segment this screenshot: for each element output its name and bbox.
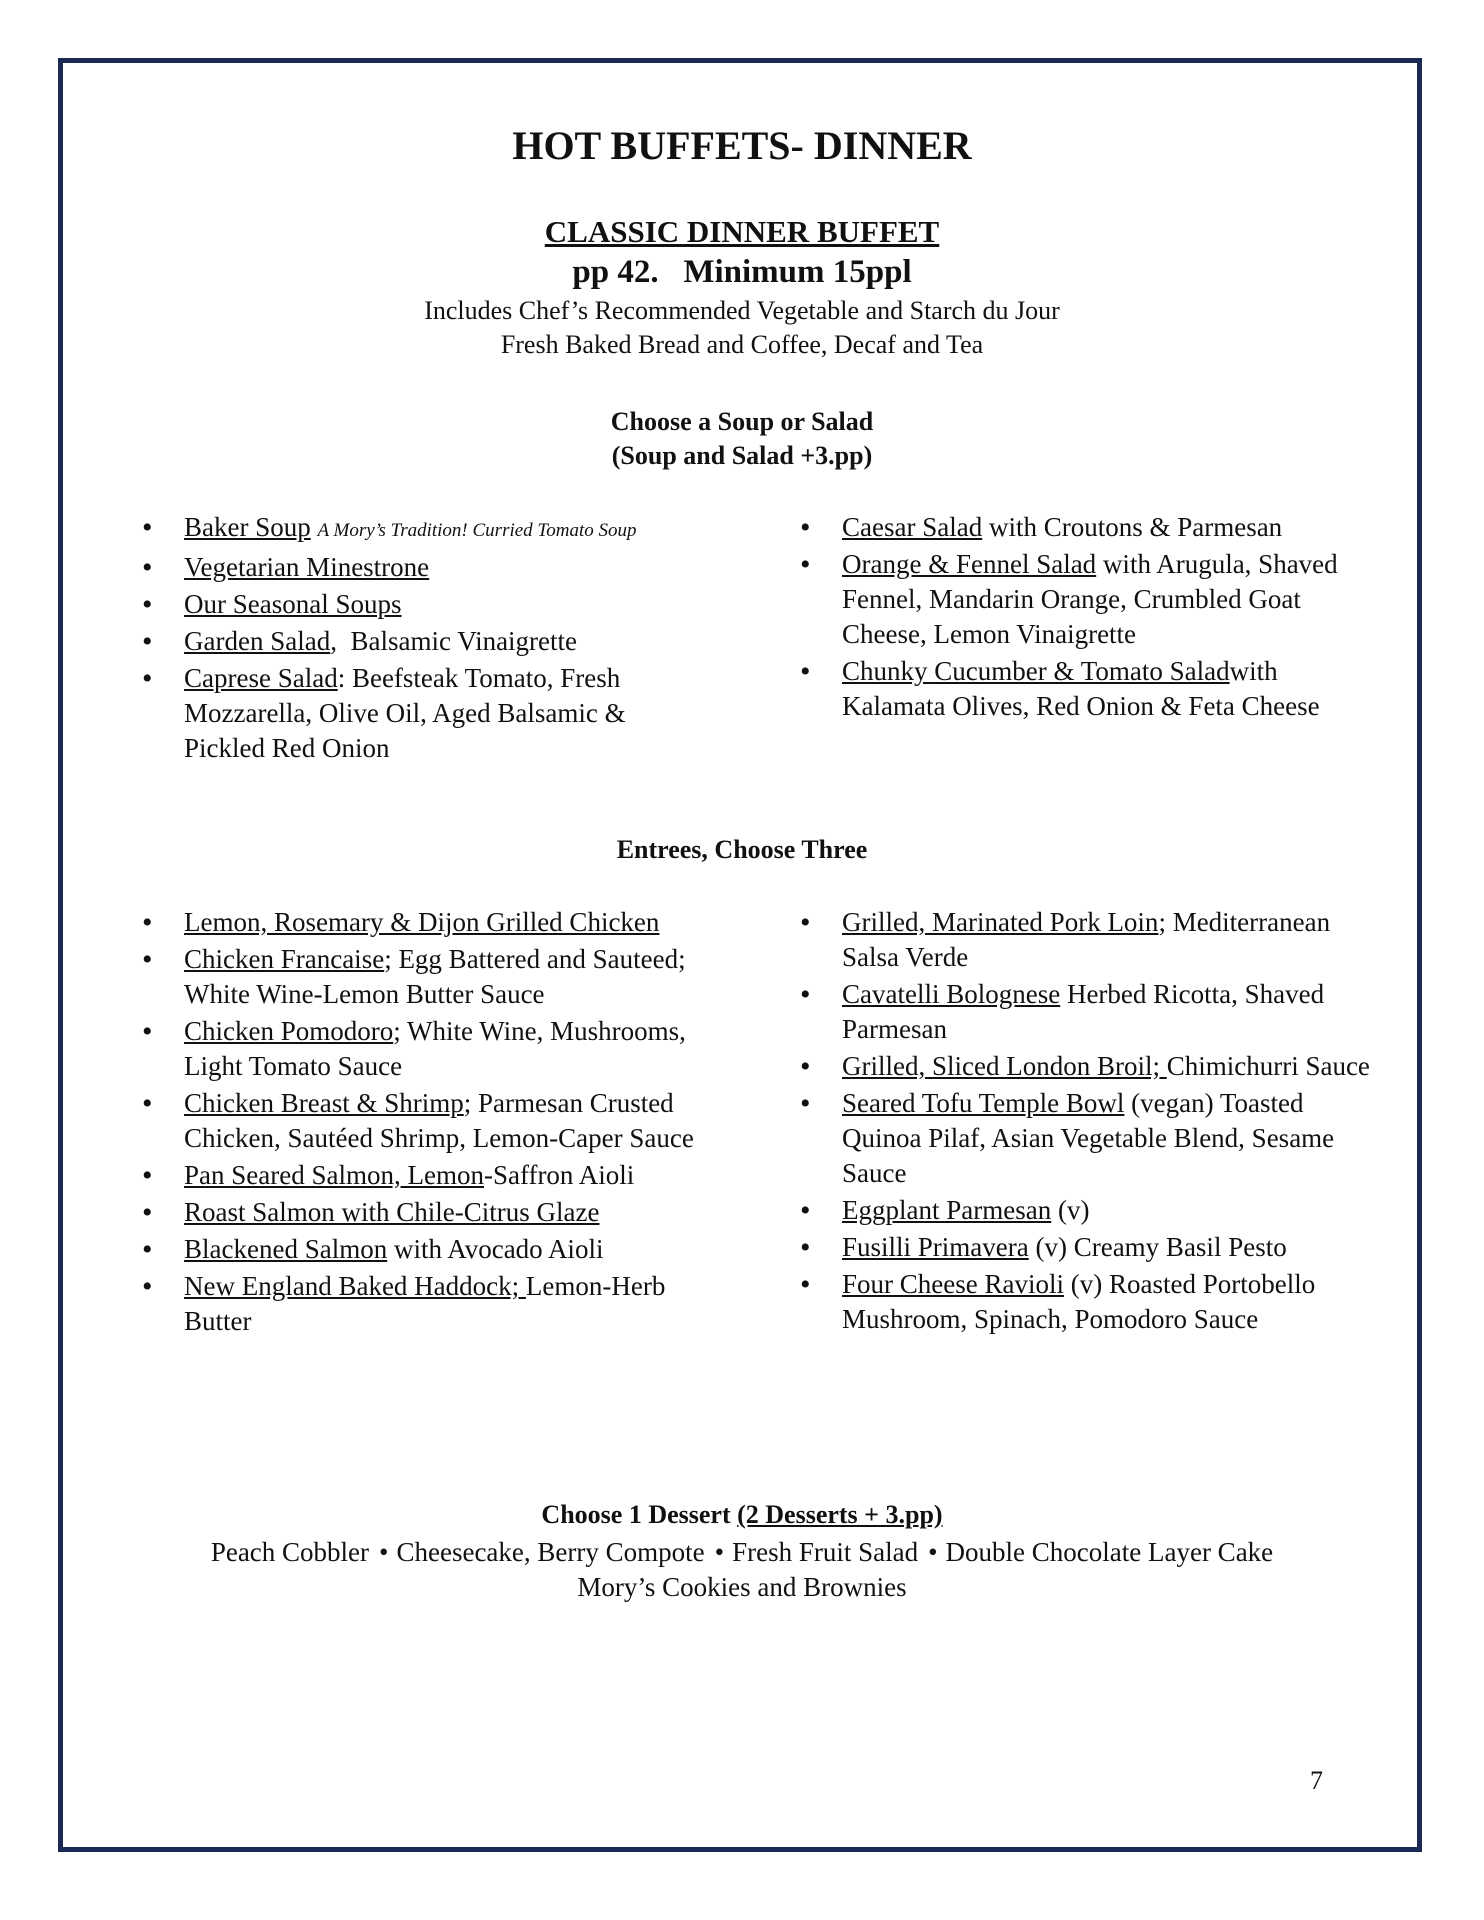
item-desc: ; Mediterranean Salsa Verde — [842, 907, 1331, 972]
item-name: Lemon, Rosemary & Dijon Grilled Chicken — [184, 907, 660, 937]
item-name: Vegetarian Minestrone — [184, 552, 430, 582]
list-item — [800, 905, 1380, 975]
item-name: Cavatelli Bolognese — [842, 979, 1061, 1009]
list-item — [142, 1195, 732, 1230]
item-desc: Chimichurri Sauce — [1166, 1051, 1370, 1081]
soup-salad-right-list — [800, 510, 1380, 726]
item-name: Our Seasonal Soups — [184, 589, 402, 619]
entrees-right-list — [800, 905, 1380, 1339]
buffet-price: pp 42. Minimum 15ppl — [572, 254, 912, 290]
item-name: Orange & Fennel Salad — [842, 549, 1097, 579]
item-name: Caprese Salad — [184, 663, 338, 693]
list-item — [800, 1230, 1380, 1265]
item-desc: -Saffron Aioli — [483, 1160, 635, 1190]
bullet-icon: • — [714, 1537, 725, 1567]
item-name: Fusilli Primavera — [842, 1232, 1029, 1262]
page-number: 7 — [1310, 1766, 1323, 1795]
list-item — [142, 1158, 732, 1193]
list-item — [142, 1232, 732, 1267]
dessert-item: Double Chocolate Layer Cake — [945, 1537, 1274, 1567]
list-item — [142, 510, 712, 548]
list-item — [800, 547, 1380, 652]
list-item — [142, 550, 712, 585]
item-name: New England Baked Haddock; — [184, 1271, 526, 1301]
item-name: Roast Salmon with Chile-Citrus Glaze — [184, 1197, 600, 1227]
item-desc: (v) Creamy Basil Pesto — [1028, 1232, 1287, 1262]
item-desc: Herbed Ricotta, Shaved Parmesan — [842, 979, 1325, 1044]
list-item — [142, 1014, 732, 1084]
item-name: Chicken Francaise — [184, 944, 385, 974]
list-item — [142, 587, 712, 622]
entrees-left-list — [142, 905, 732, 1341]
bullet-icon: • — [928, 1537, 938, 1567]
dessert-last: Mory’s Cookies and Brownies — [577, 1572, 907, 1602]
item-desc: Lemon-Herb Butter — [184, 1271, 666, 1336]
item-desc: ; Egg Battered and Sauteed; White Wine-Lemon Butter Sauce — [184, 944, 686, 1009]
item-name: Caesar Salad — [842, 512, 983, 542]
item-desc: with Kalamata Olives, Red Onion & Feta Cheese — [842, 656, 1320, 721]
soup-salad-heading: Choose a Soup or Salad — [610, 407, 874, 436]
soup-salad-subheading: (Soup and Salad +3.pp) — [611, 441, 873, 470]
dessert-heading-extra: (2 Desserts + 3.pp) — [737, 1500, 943, 1529]
item-tag: A Mory’s Tradition! Curried Tomato Soup — [317, 520, 637, 541]
list-item — [800, 1267, 1380, 1337]
dessert-heading-label: Choose 1 Dessert — [541, 1500, 738, 1529]
item-desc: (v) — [1051, 1195, 1090, 1225]
includes-line-1: Includes Chef’s Recommended Vegetable and Starch du Jour — [424, 296, 1060, 325]
dessert-item: Peach Cobbler — [210, 1537, 370, 1567]
item-desc: with Arugula, Shaved Fennel, Mandarin Orange, Crumbled Goat Cheese, Lemon Vinaigrette — [842, 549, 1338, 649]
list-item — [800, 510, 1380, 545]
dessert-item: Cheesecake, Berry Compote — [396, 1537, 705, 1567]
item-name: Baker Soup — [184, 512, 311, 542]
item-desc: (v) Roasted Portobello Mushroom, Spinach, Pomodoro Sauce — [842, 1269, 1316, 1334]
item-desc: with Avocado Aioli — [387, 1234, 604, 1264]
item-desc: ; White Wine, Mushrooms, Light Tomato Sauce — [184, 1016, 686, 1081]
list-item — [142, 905, 732, 940]
item-name: Chunky Cucumber & Tomato Salad — [842, 656, 1230, 686]
item-name: Four Cheese Ravioli — [842, 1269, 1064, 1299]
item-desc: with Croutons & Parmesan — [982, 512, 1283, 542]
entrees-heading: Entrees, Choose Three — [616, 835, 868, 864]
item-name: Chicken Pomodoro — [184, 1016, 394, 1046]
list-item — [142, 1269, 732, 1339]
list-item — [142, 624, 712, 659]
includes-line-2: Fresh Baked Bread and Coffee, Decaf and Tea — [500, 330, 984, 359]
page-title: HOT BUFFETS- DINNER — [512, 123, 972, 168]
dessert-options — [0, 1537, 1484, 1568]
list-item — [800, 1086, 1380, 1191]
list-item — [142, 661, 712, 766]
dessert-heading — [0, 1500, 1484, 1530]
item-name: Grilled, Marinated Pork Loin — [842, 907, 1159, 937]
item-name: Garden Salad — [184, 626, 331, 656]
item-name: Blackened Salmon — [184, 1234, 388, 1264]
list-item — [142, 942, 732, 1012]
item-name: Pan Seared Salmon, Lemon — [184, 1160, 484, 1190]
item-desc: (vegan) Toasted Quinoa Pilaf, Asian Vegetable Blend, Sesame Sauce — [842, 1088, 1335, 1188]
item-desc: : Beefsteak Tomato, Fresh Mozzarella, Olive Oil, Aged Balsamic & Pickled Red Onion — [184, 663, 626, 763]
list-item — [800, 1193, 1380, 1228]
item-desc: , Balsamic Vinaigrette — [330, 626, 578, 656]
dessert-item: Fresh Fruit Salad — [732, 1537, 919, 1567]
item-name: Chicken Breast & Shrimp — [184, 1088, 464, 1118]
item-name: Grilled, Sliced London Broil; — [842, 1051, 1167, 1081]
item-name: Eggplant Parmesan — [842, 1195, 1052, 1225]
soup-salad-left-list — [142, 510, 712, 768]
list-item — [800, 1049, 1380, 1084]
buffet-name: CLASSIC DINNER BUFFET — [544, 214, 940, 249]
list-item — [800, 977, 1380, 1047]
item-desc: ; Parmesan Crusted Chicken, Sautéed Shrimp, Lemon-Caper Sauce — [184, 1088, 694, 1153]
list-item — [142, 1086, 732, 1156]
item-name: Seared Tofu Temple Bowl — [842, 1088, 1125, 1118]
list-item — [800, 654, 1380, 724]
bullet-icon: • — [379, 1537, 389, 1567]
